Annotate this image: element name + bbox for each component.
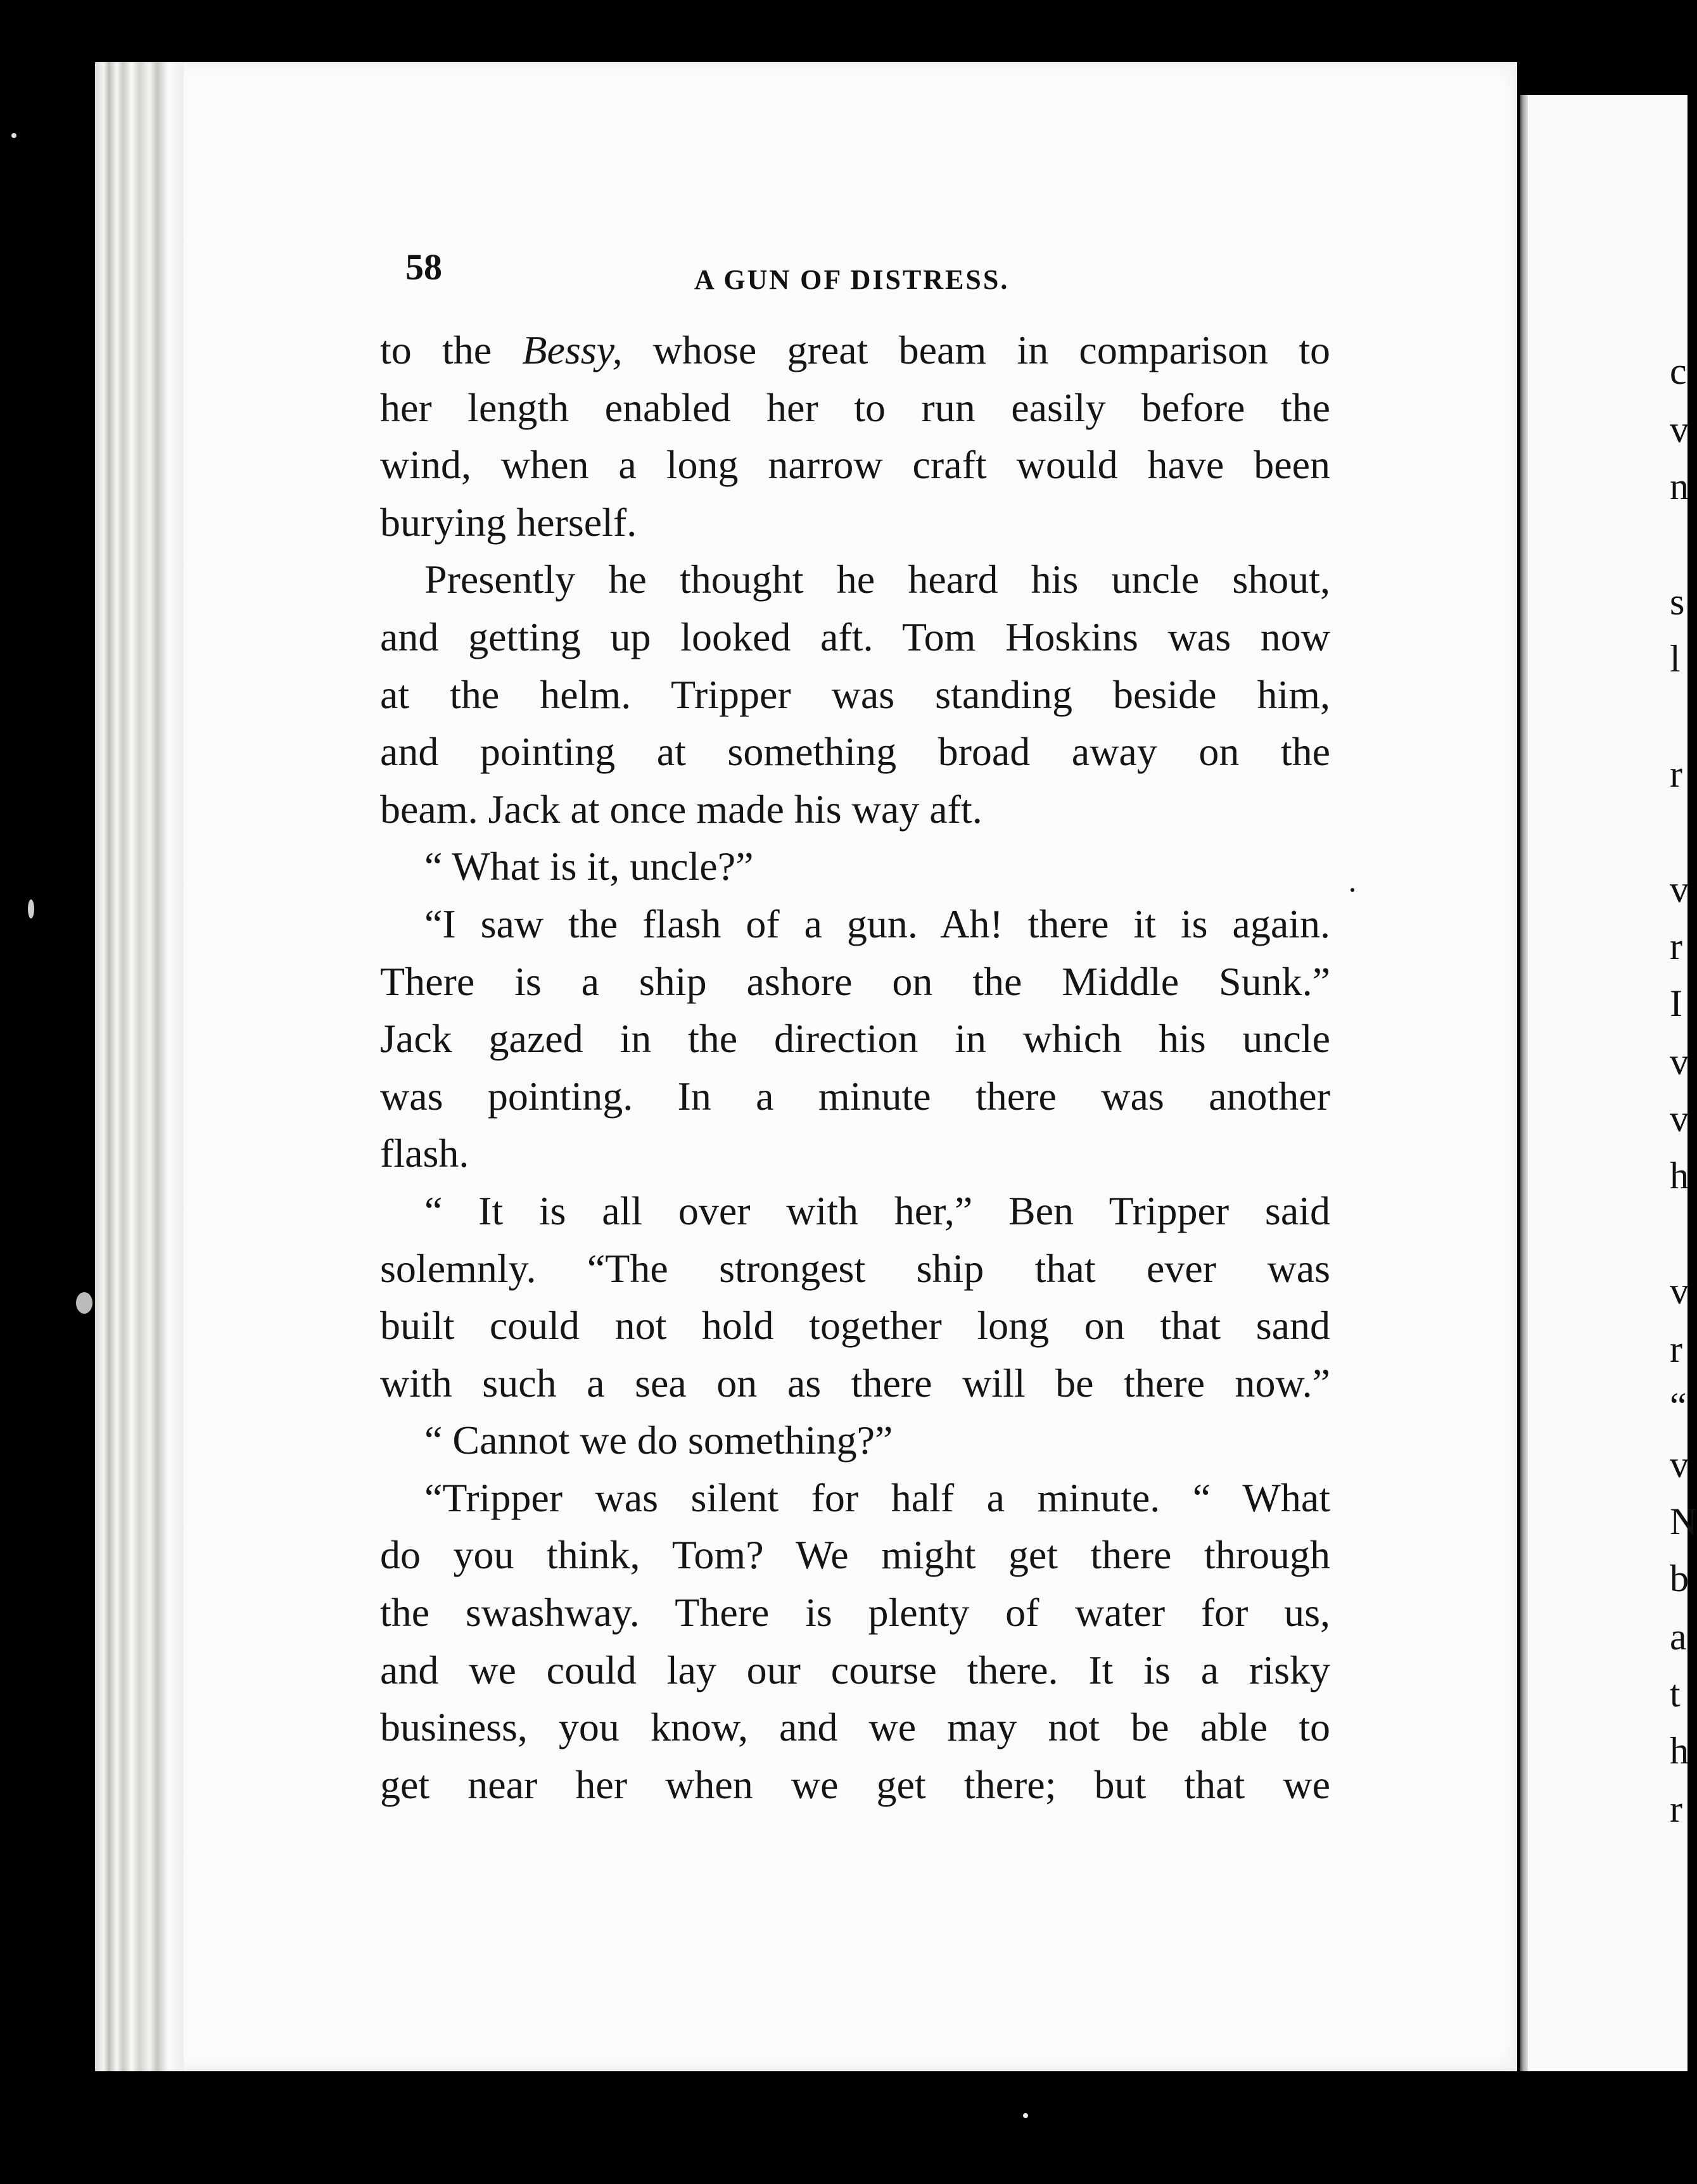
facing-fragment: s xyxy=(1670,581,1685,623)
facing-fragment: l xyxy=(1670,638,1681,680)
ship-name: Bessy, xyxy=(522,327,623,372)
facing-fragment: v xyxy=(1670,1098,1689,1140)
facing-fragment: I xyxy=(1670,982,1682,1024)
scan-speck xyxy=(11,133,16,138)
facing-fragment: N xyxy=(1670,1501,1697,1542)
text-line: the swashway. There is plenty of water for us, xyxy=(380,1590,1330,1635)
text-line: do you think, Tom? We might get there through xyxy=(380,1532,1330,1578)
facing-fragment: r xyxy=(1670,1788,1682,1830)
text-line: her length enabled her to run easily before the xyxy=(380,384,1330,430)
text-line: built could not hold together long on that sand xyxy=(380,1303,1330,1349)
facing-page xyxy=(1520,95,1697,2071)
text-line: There is a ship ashore on the Middle Sunk.” xyxy=(380,958,1330,1004)
facing-fragment: r xyxy=(1670,753,1682,795)
facing-fragment: v xyxy=(1670,1444,1689,1485)
text-line: and we could lay our course there. It is a risky xyxy=(380,1647,1330,1692)
text-line: burying herself. xyxy=(380,499,637,545)
page-speck xyxy=(1351,888,1354,892)
text-line: solemnly. “The strongest ship that ever was xyxy=(380,1245,1330,1291)
text-line: beam. Jack at once made his way aft. xyxy=(380,786,982,832)
facing-fragment: v xyxy=(1670,409,1689,450)
scan-speck xyxy=(76,1292,92,1314)
text-line: and pointing at something broad away on the xyxy=(380,729,1330,775)
facing-fragment: t xyxy=(1670,1673,1681,1715)
facing-fragment: r xyxy=(1670,1328,1682,1370)
body-text xyxy=(380,322,1330,1813)
text-line: Jack gazed in the direction in which his uncle xyxy=(380,1016,1330,1062)
spine-shadow xyxy=(1520,95,1528,2071)
facing-fragment: “ xyxy=(1670,1385,1687,1427)
facing-fragment: b xyxy=(1670,1558,1689,1599)
page-edge-gutter xyxy=(95,62,184,2071)
text-line: at the helm. Tripper was standing beside him, xyxy=(380,671,1330,717)
facing-fragment: n xyxy=(1670,466,1689,507)
text-line: get near her when we get there; but that we xyxy=(380,1762,1330,1807)
text-line: “ It is all over with her,” Ben Tripper said xyxy=(424,1188,1330,1233)
text-line: business, you know, and we may not be able to xyxy=(380,1705,1330,1750)
text-line: wind, when a long narrow craft would have been xyxy=(380,442,1330,488)
facing-fragment: v xyxy=(1670,1270,1689,1312)
facing-fragment: h xyxy=(1670,1730,1689,1772)
text-line: to the Bessy, whose great beam in comparison to xyxy=(380,327,1331,372)
text-line: and getting up looked aft. Tom Hoskins was now xyxy=(380,614,1330,659)
text-line: with such a sea on as there will be there now.” xyxy=(380,1360,1330,1406)
text-line: “ Cannot we do something?” xyxy=(424,1418,893,1463)
facing-fragment: a xyxy=(1670,1616,1687,1658)
text-line: Presently he thought he heard his uncle shout, xyxy=(424,557,1330,602)
facing-fragment: v xyxy=(1670,868,1689,910)
scan-speck xyxy=(28,899,34,918)
facing-fragment: v xyxy=(1670,1041,1689,1082)
text-line: “I saw the flash of a gun. Ah! there it is again. xyxy=(424,901,1330,946)
text-line: was pointing. In a minute there was another xyxy=(380,1073,1330,1119)
text-line: “ What is it, uncle?” xyxy=(424,844,754,889)
page-number: 58 xyxy=(405,246,442,288)
scan-speck xyxy=(1023,2113,1028,2118)
text-line: flash. xyxy=(380,1131,469,1176)
facing-fragment: c xyxy=(1670,350,1687,392)
facing-fragment: r xyxy=(1670,925,1682,967)
text-line: “Tripper was silent for half a minute. “ What xyxy=(424,1475,1330,1520)
running-title: A GUN OF DISTRESS. xyxy=(694,264,1010,295)
facing-fragment: h xyxy=(1670,1155,1689,1197)
